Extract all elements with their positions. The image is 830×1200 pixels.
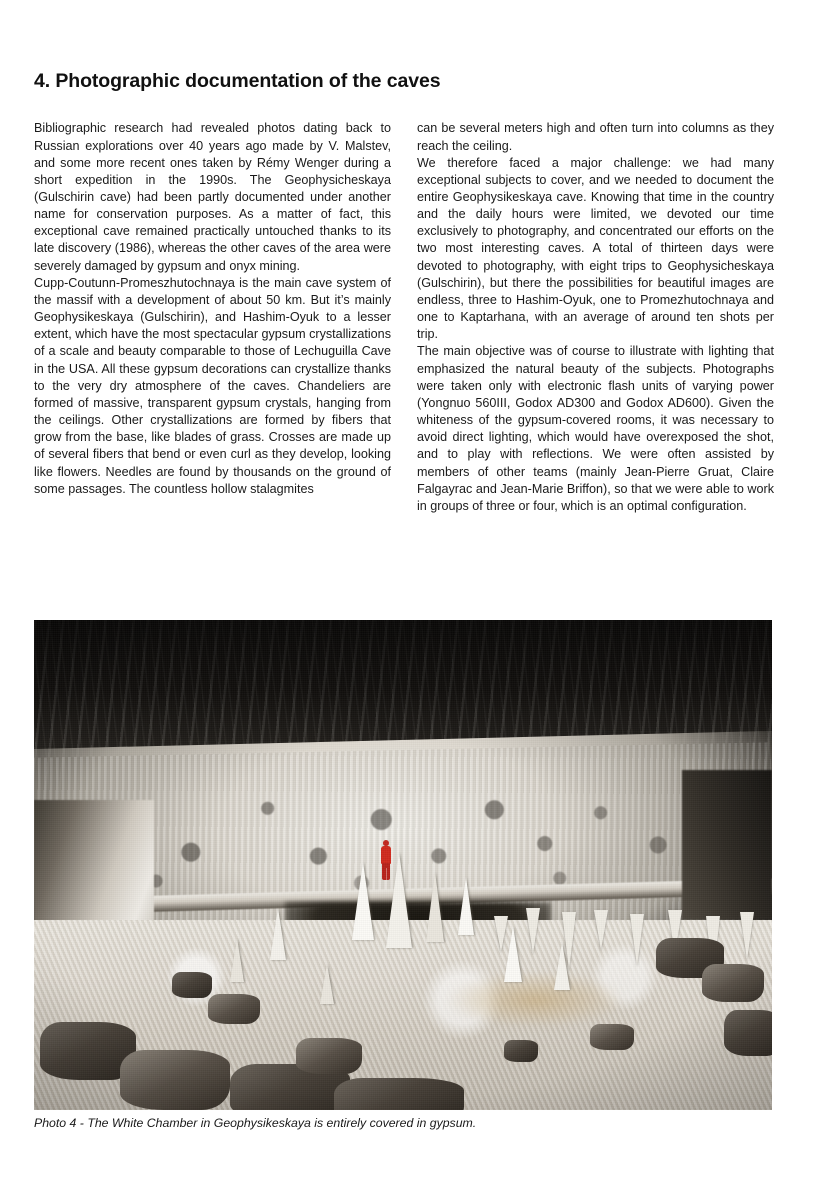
stalactite: [526, 908, 540, 954]
stalactite: [740, 912, 754, 960]
left-paragraph-1: Bibliographic research had revealed photos dating back to Russian explorations over 40 years ago made by V. Malstev, and some more recent ones taken by Rémy Wenger during a short expedition in the 1990s. The Geophysicheskaya (Gulschirin cave) had been partly documented under another name for conservation purposes. As a matter of fact, this exceptional cave remained practically untouched thanks to its late discovery (1986), whereas the other caves of the area were severely damaged by gypsum and onyx mining.: [34, 121, 391, 273]
stalagmite: [320, 964, 334, 1004]
stalagmite: [352, 862, 374, 940]
caver-torso: [381, 846, 391, 864]
page-title: 4. Photographic documentation of the caves: [34, 70, 441, 92]
boulder: [724, 1010, 772, 1056]
stalactite: [594, 910, 608, 950]
right-paragraph-2: We therefore faced a major challenge: we had many exceptional subjects to cover, and we needed to document the entire Geophysikeskaya cave. Knowing that time in the country and the daily hours were limited, we devoted our time exclusively to photography, and concentrated our efforts on the two most interesting caves. A total of thirteen days were devoted to photography, with eight trips to Geophysicheskaya (Gulschirin), but there the possibilities for beautiful images are endless, three to Hashim-Oyuk, one to Promezhutochnaya and one to Kaptarhana, with an average of around ten shots per trip.: [417, 155, 774, 342]
boulder: [172, 972, 212, 998]
right-paragraph-3: The main objective was of course to illustrate with lighting that emphasized the natural beauty of the subjects. Photographs were taken only with electronic flash units of varying power (Yongnuo 560III, Godox AD300 and Godox AD600). Given the whiteness of the gypsum-covered rooms, it was necessary to avoid direct lighting, which would have overexposed the shot, and to play with reflections. We were often assisted by members of other teams (mainly Jean-Pierre Gruat, Claire Falgayrac and Jean-Marie Briffon), so that we were able to work in groups of three or four, which is an optimal configuration.: [417, 344, 774, 513]
boulder: [504, 1040, 538, 1062]
boulder: [296, 1038, 362, 1074]
cave-photograph: [34, 620, 772, 1110]
boulder: [208, 994, 260, 1024]
boulder: [702, 964, 764, 1002]
stalagmite: [554, 942, 570, 990]
boulder: [590, 1024, 634, 1050]
document-content: [34, 70, 774, 515]
right-paragraph-1: can be several meters high and often turn into columns as they reach the ceiling.: [417, 121, 774, 153]
stalactite: [630, 914, 644, 966]
figure-caption: Photo 4 - The White Chamber in Geophysikeskaya is entirely covered in gypsum.: [34, 1116, 477, 1130]
photo-scene: [34, 620, 772, 1110]
left-text-column: [34, 120, 391, 497]
stalagmite: [458, 877, 474, 935]
boulder: [120, 1050, 230, 1110]
stalagmite: [230, 938, 244, 982]
caver-leg-split: [386, 868, 388, 880]
right-cave-wall: [682, 770, 772, 920]
stalagmite: [504, 926, 522, 982]
stalagmite: [270, 908, 286, 960]
left-paragraph-2: Cupp-Coutunn-Promeszhutochnaya is the main cave system of the massif with a development of about 50 km. But it’s mainly Geophysikeskaya (Gulschirin), and Hashim-Oyuk to a lesser extent, which have the most spectacular gypsum crystallizations of a scale and beauty comparable to those of Lechuguilla Cave in the USA. All these gypsum decorations can crystallize thanks to the very dry atmosphere of the caves. Chandeliers are formed of massive, transparent gypsum crystals, hanging from the ceilings. Other crystallizations are formed by fibers that grow from the base, like blades of grass. Crosses are made up of several fibers that bend or even curl as they develop, looking like flowers. Needles are found by thousands on the ground of some passages. The countless hollow stalagmites: [34, 275, 391, 496]
figure-photo-4: [34, 620, 772, 1110]
boulder: [334, 1078, 464, 1110]
right-text-column: [417, 120, 774, 515]
stalagmite: [426, 872, 444, 942]
caver-figure: [379, 840, 393, 880]
two-column-body: [34, 120, 774, 515]
ochre-sediment-patch: [447, 972, 624, 1028]
